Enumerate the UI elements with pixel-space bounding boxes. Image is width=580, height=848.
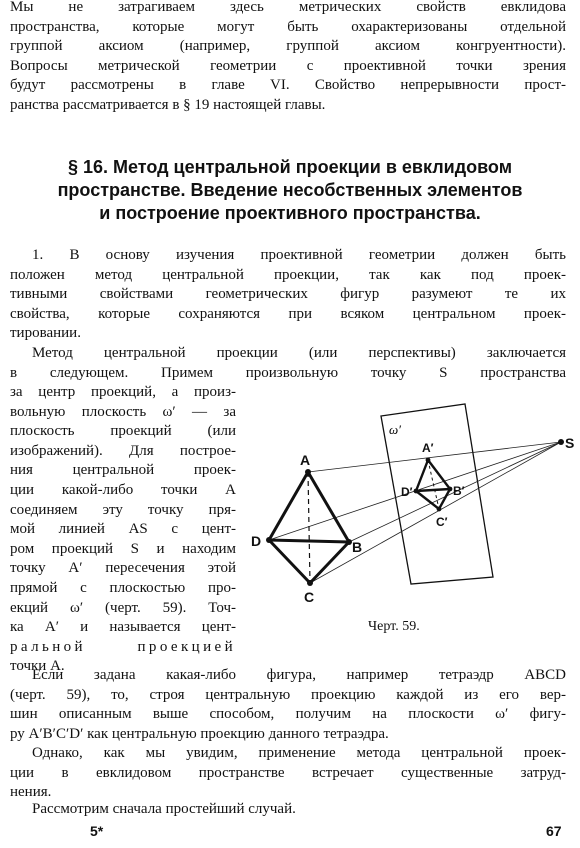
text-line: шин описанным выше способом, получим на плоскости ω′ фигу- [10, 706, 566, 723]
heading-line: пространстве. Введение несобственных элементов [57, 180, 523, 200]
vertex-a1 [426, 458, 431, 463]
vertex-a [305, 469, 311, 475]
label-a1: A′ [422, 441, 434, 455]
text-line: точки A. [10, 658, 65, 675]
page-number: 67 [546, 823, 562, 839]
paragraph-4 [10, 744, 566, 803]
edge-ab [308, 472, 349, 542]
text-line: нения. [10, 784, 52, 801]
vertex-c1 [437, 507, 442, 512]
figure-labels [251, 435, 574, 605]
wrapped-text [10, 383, 236, 677]
text-line: Однако, как мы увидим, применение метода центральной проек- [32, 745, 566, 761]
text-line: ральной проекцией [10, 638, 236, 655]
text-line: тировании. [10, 325, 81, 342]
paragraph-1 [10, 246, 566, 344]
vertex-c [307, 580, 313, 586]
text-line: ния центральной проек- [10, 462, 236, 479]
edge-db [269, 540, 349, 542]
text-line: группой аксиом (например, группой аксиом конгруентности). [10, 38, 566, 55]
text-line: (черт. 59), то, строя центральную проекцию каждой из его вер- [10, 686, 566, 703]
center-point-s [558, 439, 564, 445]
paragraph-5 [10, 800, 566, 820]
text-line: ции какой-либо точки A [10, 481, 236, 498]
text-line: екций ω′ (черт. 59). Точ- [10, 599, 236, 616]
text-line: точку A′ пересечения этой [10, 560, 236, 577]
edge-bc [310, 542, 349, 583]
edge-ac [308, 472, 310, 583]
heading-line: § 16. Метод центральной проекции в евклидовом [67, 157, 513, 177]
text-line: плоскость проекций (или [10, 423, 236, 440]
central-projection-figure [238, 402, 578, 632]
edge-d1c1 [416, 491, 439, 509]
tetrahedron [269, 472, 349, 583]
text-line: 1. В основу изучения проективной геометрии должен быть [32, 247, 566, 263]
text-line: за центр проекций, а произ- [10, 384, 236, 400]
edge-dc [269, 540, 310, 583]
text-line: тивными свойствами геометрических фигур разумеют те их [10, 286, 566, 303]
paragraph-2 [10, 344, 566, 383]
figure-caption: Черт. 59. [368, 619, 420, 634]
paragraph-3 [10, 666, 566, 744]
text-line: пространства, которые могут быть охарактеризованы отдельной [10, 18, 566, 35]
edge-ad [269, 472, 308, 540]
text-line: Рассмотрим сначала простейший случай. [32, 801, 296, 817]
text-line: в следующем. Примем произвольную точку S пространства [10, 364, 566, 381]
intro-paragraph [10, 0, 566, 116]
vertex-d [266, 537, 272, 543]
text-line: изображений). Для построе- [10, 442, 236, 459]
label-b1: B′ [453, 484, 465, 498]
text-line: будут рассмотрены в главе VI. Свойство непрерывности прост- [10, 77, 566, 94]
label-c: C [304, 589, 315, 605]
text-line: Мы не затрагиваем здесь метрических свойств евклидова [10, 0, 566, 15]
label-c1: C′ [436, 515, 448, 529]
projected-figure [416, 460, 450, 509]
label-s: S [565, 435, 575, 451]
text-line: ром проекций S и находим [10, 540, 236, 557]
text-line: мой линией AS с цент- [10, 521, 236, 538]
label-d: D [251, 533, 262, 549]
text-line: положен метод центральной проекции, так как под проек- [10, 266, 566, 283]
text-line: Вопросы метрической геометрии с проективной точки зрения [10, 57, 566, 74]
heading-line: и построение проективного пространства. [99, 203, 481, 223]
label-b: B [352, 539, 363, 555]
text-line: прямой с плоскостью про- [10, 579, 236, 596]
text-line: Метод центральной проекции (или перспективы) заключается [32, 345, 566, 361]
text-line: свойства, которые сохраняются при всяком центральном проек- [10, 305, 566, 322]
plane-label: ω′ [389, 422, 402, 437]
label-d1: D′ [401, 485, 413, 499]
text-line: ру A′B′C′D′ как центральную проекцию данного тетраэдра. [10, 725, 389, 742]
text-line: ции в евклидовом пространстве встречает существенные затруд- [10, 764, 566, 781]
text-line: ка A′ и называется цент- [10, 619, 236, 636]
text-line: соединяем эту точку пря- [10, 501, 236, 518]
vertex-d1 [414, 489, 419, 494]
ray-c [310, 442, 561, 583]
label-a: A [300, 452, 311, 468]
vertex-b1 [448, 487, 453, 492]
edge-a1d1 [416, 460, 428, 491]
text-line: вольную плоскость ω′ — за [10, 403, 236, 420]
signature-mark: 5* [90, 823, 104, 839]
text-line: ранства рассматривается в § 19 настоящей главы. [10, 96, 326, 113]
text-line: Если задана какая-либо фигура, например тетраэдр ABCD [32, 667, 566, 683]
section-heading [20, 156, 560, 225]
projecting-rays [269, 442, 561, 583]
